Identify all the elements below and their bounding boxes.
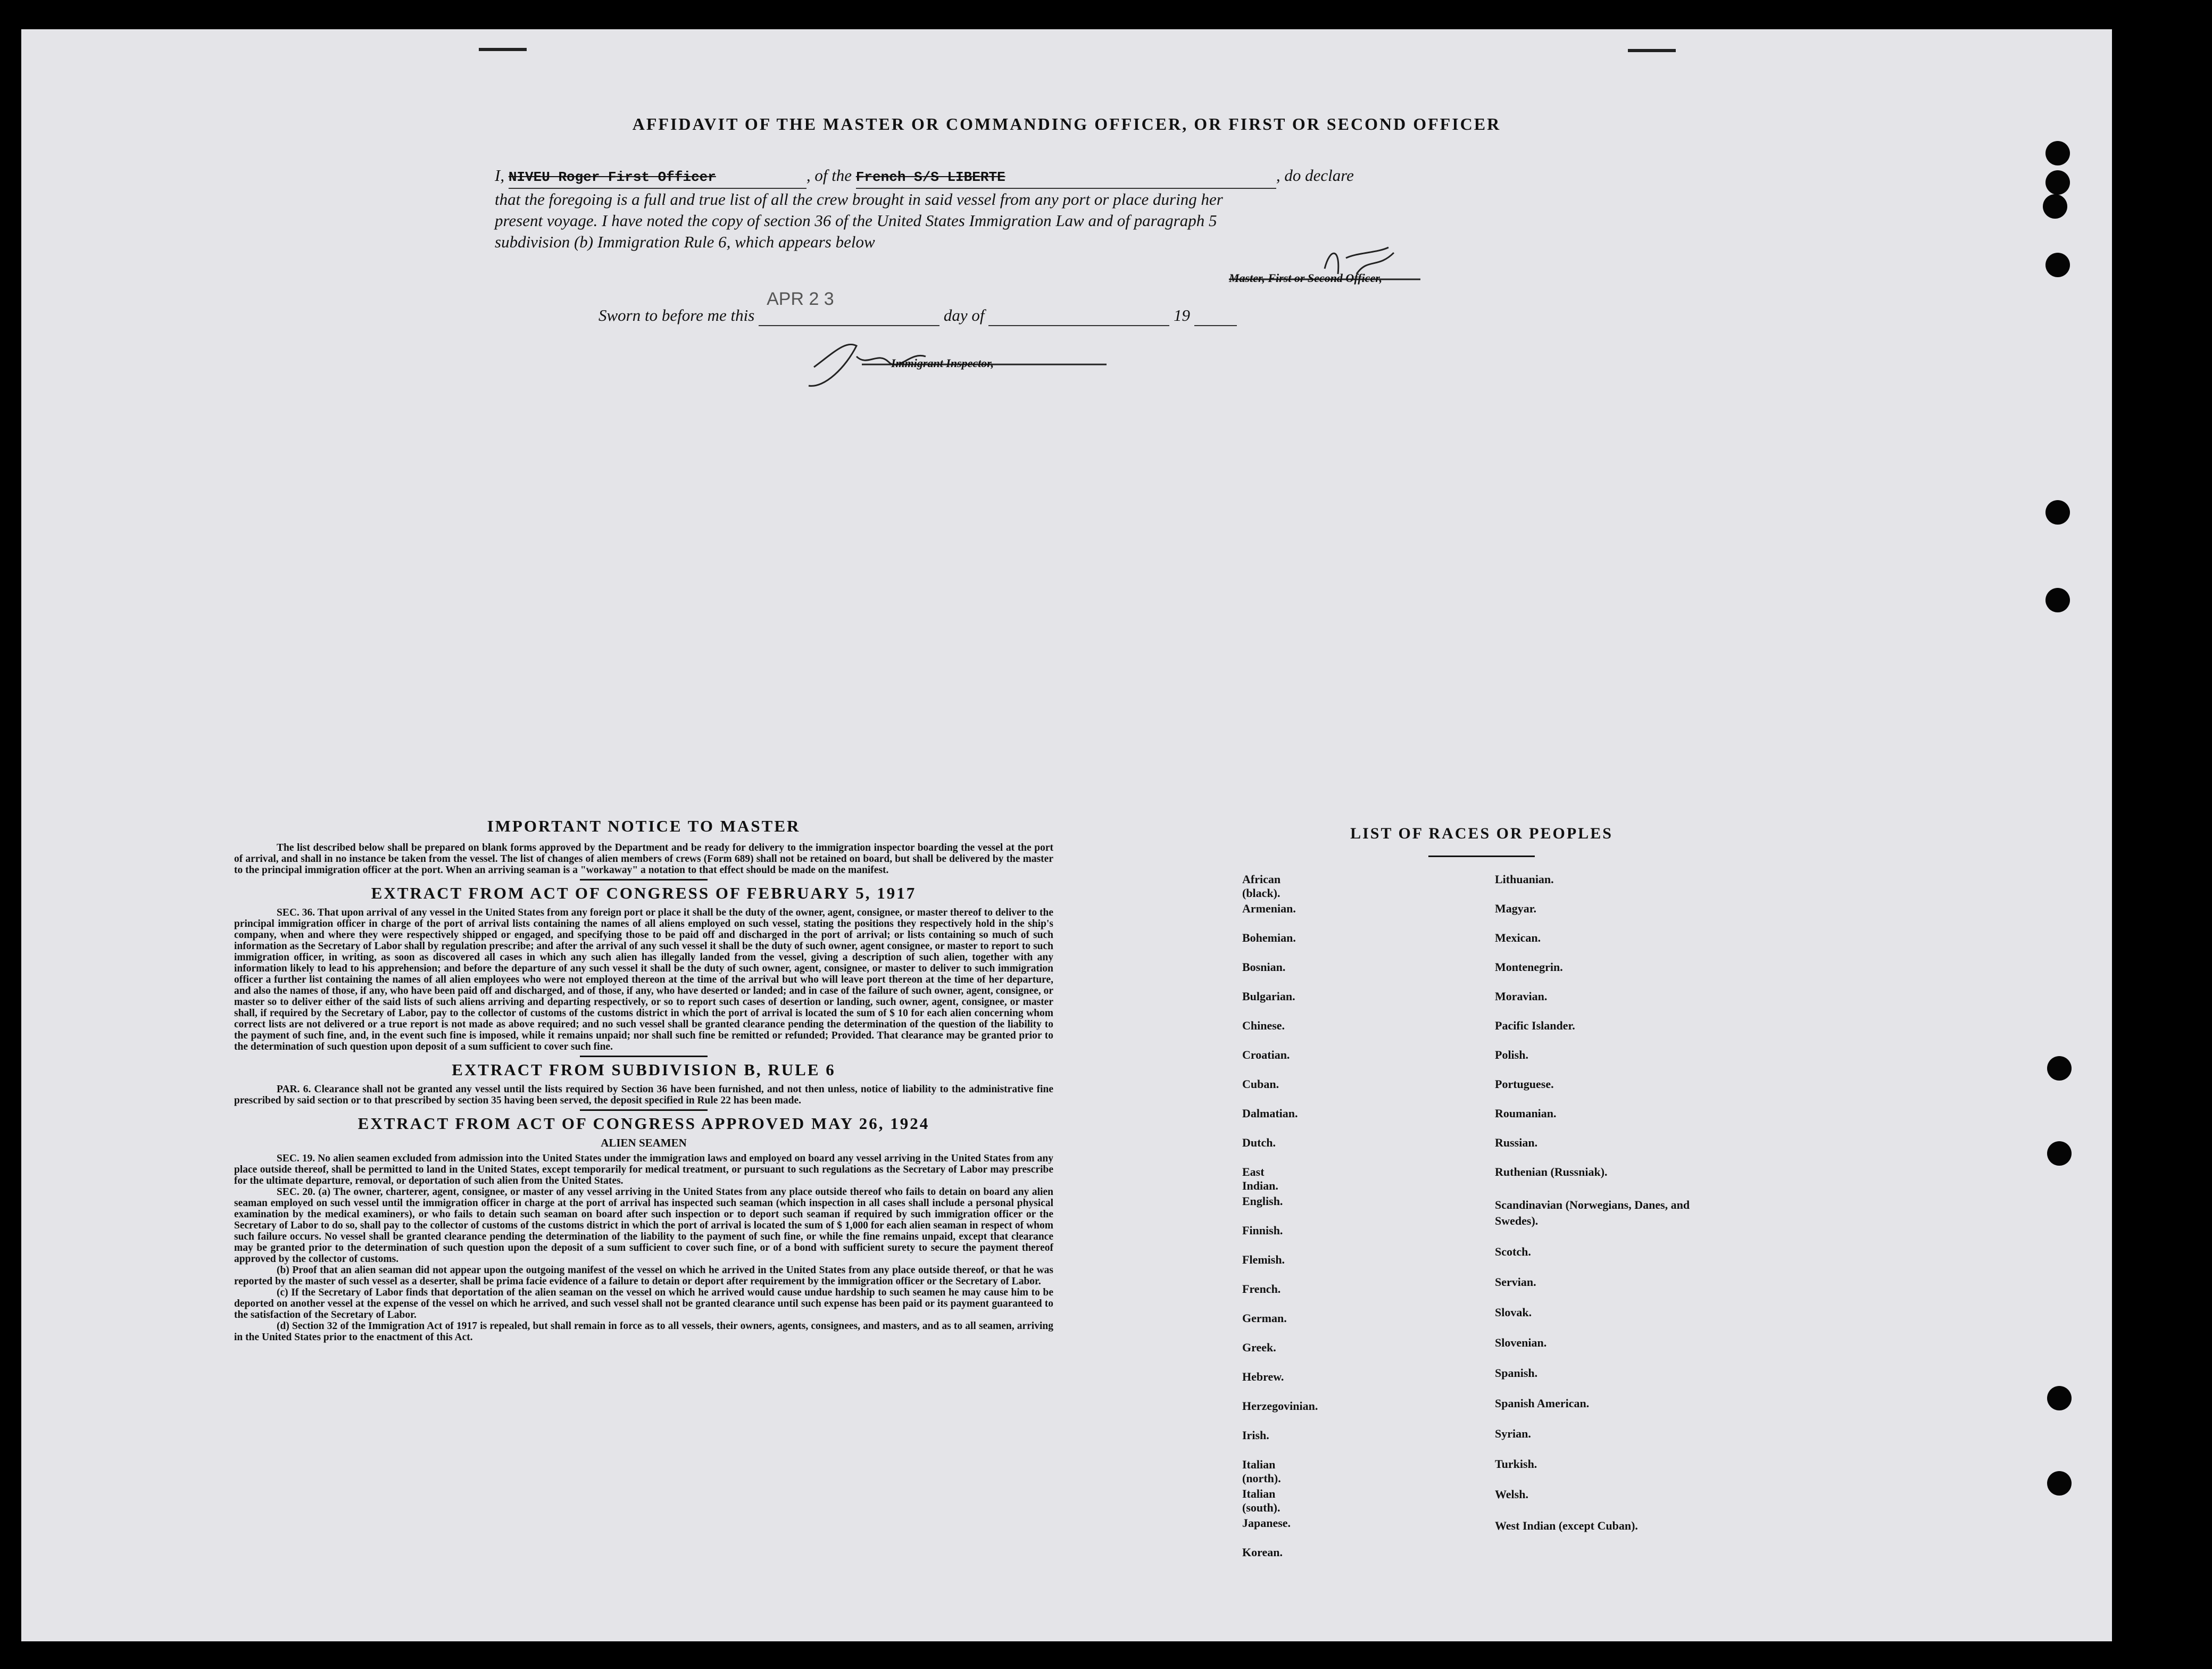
race-item: Bosnian. [1242, 960, 1286, 974]
race-item: Bohemian. [1242, 931, 1296, 944]
race-item: Herzegovinian. [1242, 1399, 1318, 1413]
divider [1428, 856, 1535, 857]
races-title: LIST OF RACES OR PEOPLES [1350, 825, 1613, 842]
race-item: Montenegrin. [1495, 960, 1563, 974]
notice-title: IMPORTANT NOTICE TO MASTER [487, 817, 801, 835]
inspector-caption: Immigrant Inspector, [891, 356, 994, 370]
vessel-name-field: French S/S LIBERTE [856, 167, 1276, 189]
race-item: Scandinavian (Norwegians, Danes, and Swedes). [1495, 1198, 1690, 1227]
race-item: Spanish American. [1495, 1397, 1590, 1410]
divider [580, 1109, 708, 1111]
extract3-subtitle: ALIEN SEAMEN [601, 1136, 687, 1149]
divider [580, 1056, 708, 1057]
notice-section [234, 817, 1053, 1343]
binder-hole [2045, 170, 2070, 195]
sworn-line [598, 289, 1343, 326]
race-item: Spanish. [1495, 1366, 1538, 1380]
race-item: Bulgarian. [1242, 990, 1295, 1003]
document-page [21, 29, 2112, 1641]
year-prefix: 19 [1173, 306, 1190, 325]
affidavit-title: AFFIDAVIT OF THE MASTER OR COMMANDING OFFICER, OR FIRST OR SECOND OFFICER [632, 114, 1501, 134]
race-item: German. [1242, 1311, 1287, 1325]
race-item: Portuguese. [1495, 1077, 1554, 1091]
month-field [988, 306, 1169, 326]
race-item: Italian (north). [1242, 1458, 1281, 1485]
year-field [1194, 306, 1237, 326]
extract1-text: SEC. 36. That upon arrival of any vessel in the United States from any foreign port or place it shall be the duty of the owner, agent, consignee, or master thereof to deliver to the principal immigration officer in charge of the port of arrival lists containing the names of all aliens employed on such vessel, stating the positions they respectively hold in the ship's company, when and where they were respectively shipped or engaged, and specifying those to be paid off and discharged in the port of arrival; or lists containing so much of such information as the Secretary of Labor shall by regulation prescribe; and after the arrival of any such vessel it shall be the duty of such owner, agent consignee, or master to report to such immigration officer, in writing, as soon as discovered all cases in which any such alien has illegally landed from the vessel, giving a description of such alien, together with any information likely to lead to his apprehension; and before the departure of any such vessel it shall be the duty of such owner, agent, consignee, or master to deliver to such immigration officer a further list containing the names of all alien employees who were not employed thereon at the time of the arrival but who will leave port thereon at the time of her departure, and also the names of those, if any, who have been paid off and discharged, and of those, if any, who have deserted or landed; and in case of the failure of such owner, agent, consignee, or master so to deliver either of the said lists of such aliens arriving and departing respectively, or so to report such cases of desertion or landing, such owner, agent, consignee, or master shall, if required by the Secretary of Labor, pay to the collector of customs of the customs district in which the port of arrival is located the sum of $ 10 for each alien concerning whom correct lists are not delivered or a true report is not made as above required; and no such vessel shall be granted clearance pending the determination of the question of the liability to the payment of such fine, and, in the event such fine is imposed, while it remains unpaid; nor shall such fine be remitted or refunded; Provided. That clearance may be granted prior to the determination of such question upon deposit of a sum sufficient to cover such fine. [234, 907, 1053, 1052]
race-item: Greek. [1242, 1341, 1276, 1354]
race-item: Japanese. [1242, 1516, 1291, 1530]
race-item: English. [1242, 1194, 1283, 1208]
race-item: Croatian. [1242, 1048, 1290, 1061]
extract3-para: (d) Section 32 of the Immigration Act of 1917 is repealed, but shall remain in force as to all vessels, their owners, agents, consignees, and masters, and as to all seamen, arriving in the United States prior to the enactment of this Act. [234, 1321, 1053, 1343]
extract3-para: (b) Proof that an alien seaman did not appear upon the outgoing manifest of the vessel on which he arrived in the United States from any place outside thereof, or that he was reported by the master of such vessel as a deserter, shall be prima facie evidence of a failure to detain or deport after requirement by the immigration officer or the Secretary of Labor. [234, 1265, 1053, 1287]
extract2-title: EXTRACT FROM SUBDIVISION B, RULE 6 [452, 1060, 836, 1079]
race-item: East Indian. [1242, 1165, 1278, 1192]
race-item: Slovenian. [1495, 1336, 1547, 1349]
decl-i: I, [495, 166, 505, 185]
race-item: Turkish. [1495, 1457, 1537, 1471]
race-item: Polish. [1495, 1048, 1528, 1061]
race-item: Pacific Islander. [1495, 1019, 1575, 1032]
race-item: Dutch. [1242, 1136, 1276, 1149]
divider [580, 879, 708, 881]
race-item: Cuban. [1242, 1077, 1279, 1091]
scan-mark-left [479, 48, 527, 51]
extract3-title: EXTRACT FROM ACT OF CONGRESS APPROVED MAY 26, 1924 [357, 1114, 930, 1133]
binder-hole [2045, 253, 2070, 277]
race-item: Irish. [1242, 1429, 1269, 1442]
race-item: Magyar. [1495, 902, 1537, 915]
race-item: Russian. [1495, 1136, 1538, 1149]
binder-hole [2047, 1386, 2072, 1410]
notice-intro: The list described below shall be prepared on blank forms approved by the Department and be ready for delivery to the immigration inspector boarding the vessel at the port of arrival, and shall in no instance be taken from the vessel. The list of changes of alien members of crews (Form 689) shall not be retained on board, but shall be delivered by the master to the principal immigration officer at the port. When an arriving seaman is a "workaway" a notation to that effect should be made on the manifest. [234, 842, 1053, 876]
race-item: West Indian (except Cuban). [1495, 1519, 1638, 1532]
race-item: Korean. [1242, 1546, 1283, 1559]
race-item: African (black). [1242, 873, 1281, 900]
race-item: Scotch. [1495, 1245, 1531, 1258]
extract3-para: SEC. 20. (a) The owner, charterer, agent, consignee, or master of any vessel arriving in the United States from any place outside thereof who fails to detain on board any alien seaman employed on such vessel until the immigration officer in charge at the port of arrival has inspected such seaman (which inspection in all cases shall include a personal physical examination by the medical examiners), or who fails to detain such seaman on board after such inspection or to deport such seaman if required by such immigration officer or the Secretary of Labor to do so, shall pay to the collector of customs of the customs district in which the port of arrival is located the sum of $ 1,000 for each alien seaman in respect of whom such failure occurs. No vessel shall be granted clearance pending the determination of the liability to the payment of such fine, or while the fine remains unpaid, except that clearance may be granted prior to the determination of such question upon the deposit of a sum sufficient to cover such fine, or of a bond with sufficient surety to secure the payment thereof approved by the collector of customs. [234, 1186, 1053, 1265]
binder-hole [2047, 1141, 2072, 1166]
race-item: Roumanian. [1495, 1107, 1557, 1120]
decl-line-2: that the foregoing is a full and true list of all the crew brought in said vessel from any port or place during her [495, 190, 1223, 209]
sworn-day-field [759, 289, 939, 326]
race-item: Moravian. [1495, 990, 1548, 1003]
extract3-para: SEC. 19. No alien seamen excluded from admission into the United States under the immigration laws and employed on board any vessel arriving in the United States from any place outside thereof, shall be permitted to land in the United States, except temporarily for medical treatment, or pursuant to such regulations as the Secretary of Labor may prescribe for the ultimate departure, removal, or deportation of such alien from the United States. [234, 1153, 1053, 1186]
race-item: Chinese. [1242, 1019, 1285, 1032]
race-item: Slovak. [1495, 1306, 1532, 1319]
binder-hole [2045, 500, 2070, 525]
race-item: Hebrew. [1242, 1370, 1284, 1383]
race-item: Flemish. [1242, 1253, 1285, 1266]
race-item: Lithuanian. [1495, 873, 1554, 886]
binder-hole [2047, 1471, 2072, 1496]
race-item: Mexican. [1495, 931, 1541, 944]
binder-hole [2043, 194, 2067, 219]
date-stamp: APR 2 3 [767, 289, 834, 309]
extract3-para: (c) If the Secretary of Labor finds that deportation of the alien seaman on the vessel on which he arrived would cause undue hardship to such seamen he may cause him to be deported on another vessel at the expense of the vessel on which he arrived, and such vessel shall not be granted clearance until such expense has been paid or its payment guaranteed to the satisfaction of the Secretary of Labor. [234, 1287, 1053, 1321]
decl-line-3: present voyage. I have noted the copy of section 36 of the United States Immigration Law and of paragraph 5 [495, 211, 1217, 230]
scan-mark-right [1628, 49, 1676, 52]
decl-line-4: subdivision (b) Immigration Rule 6, which appears below [495, 233, 875, 251]
race-item: Finnish. [1242, 1224, 1283, 1237]
day-of-label: day of [943, 306, 985, 325]
race-item: Servian. [1495, 1275, 1536, 1289]
officer-caption: Master, First or Second Officer, [1229, 271, 1383, 285]
race-item: Welsh. [1495, 1488, 1528, 1501]
race-item: Dalmatian. [1242, 1107, 1298, 1120]
binder-hole [2047, 1056, 2072, 1081]
sworn-label: Sworn to before me this [598, 306, 755, 325]
officer-name-field: NIVEU Roger First Officer [509, 167, 806, 189]
binder-hole [2045, 588, 2070, 612]
decl-of-the: , of the [806, 166, 852, 185]
extract1-title: EXTRACT FROM ACT OF CONGRESS OF FEBRUARY 5, 1917 [371, 884, 917, 902]
extract2-text: PAR. 6. Clearance shall not be granted any vessel until the lists required by Section 36 have been furnished, and not then unless, notice of liability to the administrative fine prescribed by said section or to that prescribed by section 35 having been served, the deposit specified in Rule 22 has been made. [234, 1084, 1053, 1106]
race-item: Syrian. [1495, 1427, 1531, 1440]
race-item: Armenian. [1242, 902, 1296, 915]
race-item: Ruthenian (Russniak). [1495, 1165, 1608, 1178]
binder-hole [2045, 141, 2070, 165]
race-item: French. [1242, 1282, 1281, 1296]
race-item: Italian (south). [1242, 1487, 1280, 1514]
decl-do-declare: , do declare [1276, 166, 1354, 185]
